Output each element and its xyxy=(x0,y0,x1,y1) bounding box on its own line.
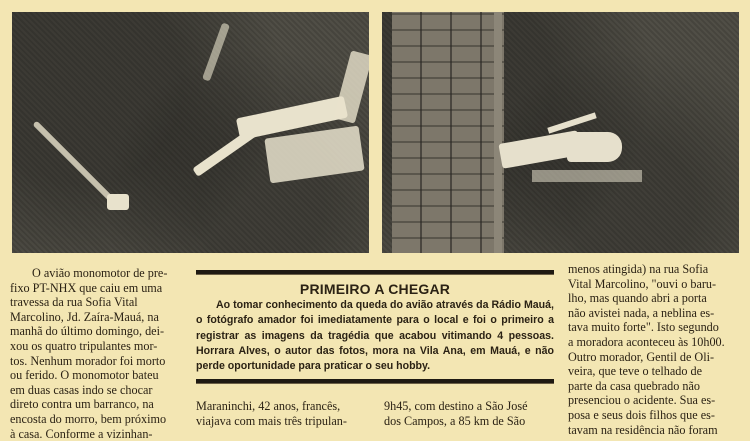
text-line: posa e seus dois filhos que es- xyxy=(568,407,715,422)
text-line: travessa da rua Sofia Vital xyxy=(10,295,138,310)
text-line: manhã do último domingo, dei- xyxy=(10,324,165,339)
box-top-rule xyxy=(196,270,554,275)
text-line: tos. Nenhum morador foi morto xyxy=(10,353,166,368)
wing-fragment-photo xyxy=(382,12,739,253)
box-title: PRIMEIRO A CHEGAR xyxy=(299,281,451,297)
text-line: direto contra um barranco, na xyxy=(10,397,154,412)
text-line: Outro morador, Gentil de Oli- xyxy=(568,349,715,364)
text-line: fixo PT-NHX que caiu em uma xyxy=(10,280,163,295)
text-line: tavam na residência não foram xyxy=(568,422,718,437)
crash-wreckage-photo xyxy=(12,12,369,253)
text-line: 9h45, com destino a São José xyxy=(384,399,528,413)
text-line: à casa. Conforme a vizinhan- xyxy=(10,426,153,441)
text-line: menos atingida) na rua Sofia xyxy=(568,262,709,276)
text-line: encosta do morro, bem próximo xyxy=(10,411,167,426)
brick-wall xyxy=(392,12,504,253)
text-line: presenciou o acidente. Sua es- xyxy=(568,393,716,408)
text-line: parte da casa quebrado não xyxy=(568,378,700,393)
text-line: Maraninchi, 42 anos, francês, xyxy=(196,399,341,413)
wing-fragment xyxy=(567,132,622,162)
text-line: tava muito forte". Isto segundo xyxy=(568,320,719,335)
text-line: a moradora aconteceu às 10h00. xyxy=(568,334,725,349)
sidebar-box xyxy=(196,270,554,384)
text-line: viajava com mais três tripulan- xyxy=(196,413,347,428)
text-line: Vital Marcolino, "ouvi o baru- xyxy=(568,276,717,291)
text-line: Marcolino, Jd. Zaíra-Mauá, na xyxy=(10,309,159,324)
box-bottom-rule xyxy=(196,379,554,384)
wall-post xyxy=(494,12,502,253)
debris-on-ground xyxy=(532,170,642,182)
text-line: dos Campos, a 85 km de São xyxy=(384,413,526,428)
text-line: xou os quatro tripulantes mor- xyxy=(10,338,158,353)
text-line: não avistei nada, a neblina es- xyxy=(568,305,715,320)
text-line: O avião monomotor de pre- xyxy=(32,266,168,280)
text-line: veira, que teve o telhado de xyxy=(568,364,703,379)
text-line: ou ferido. O monomotor bateu xyxy=(10,368,159,383)
article-column-right xyxy=(568,262,740,437)
text-line: em duas casas indo se chocar xyxy=(10,382,153,397)
box-body: Ao tomar conhecimento da queda do avião através da Rádio Mauá, o fotógrafo amador foi imediatamente para o local e foi o primeiro a registrar as imagens da tragédia que acabou vitimando 4 pessoas. Horrara Alves, o autor das fotos, mora na Vila Ana, em Mauá, e não perde oportunidade para praticar o seu hobby. xyxy=(196,299,554,373)
text-line: lho, mas quando abri a porta xyxy=(568,291,707,306)
wreckage-fragment xyxy=(107,194,129,210)
article-column-middle xyxy=(196,399,554,428)
